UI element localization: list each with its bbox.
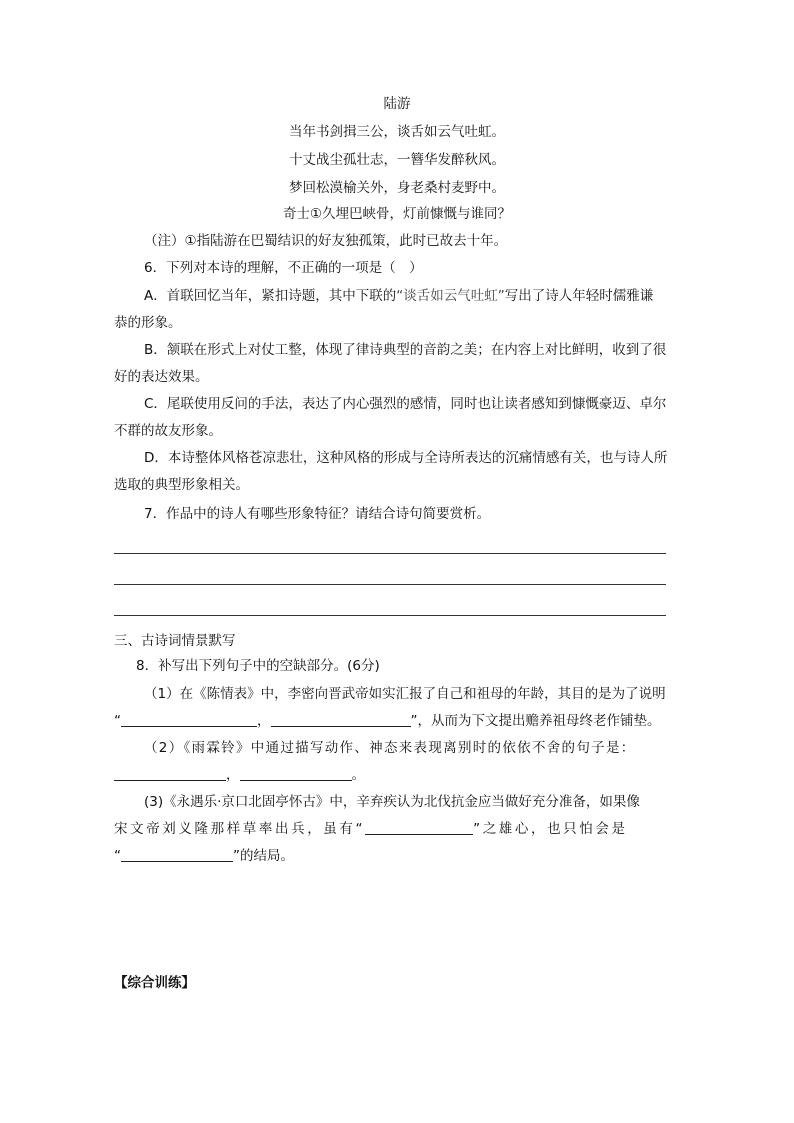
q8-stem: 8．补写出下列句子中的空缺部分。(6分) bbox=[136, 658, 380, 674]
poem-line-2: 十丈战尘孤壮志，一簪华发醉秋风。 bbox=[289, 152, 505, 168]
q6-option-a-post: 写出了诗人年轻时儒雅谦 bbox=[504, 288, 654, 304]
q8-sub1-line2 bbox=[114, 712, 661, 730]
poem-note: （注）①指陆游在巴蜀结识的好友独孤策，此时已故去十年。 bbox=[144, 233, 508, 249]
q6-option-a-quote: “谈舌如云气吐虹” bbox=[396, 288, 505, 304]
q8-sub3-blank-2[interactable] bbox=[121, 847, 233, 862]
q8-sub2-end: 。 bbox=[351, 767, 365, 783]
q8-sub3-line1: (3)《永遇乐·京口北固亭怀古》中，辛弃疾认为北伐抗金应当做好充分准备，如果像 bbox=[144, 794, 640, 810]
poem-line-3: 梦回松漠榆关外，身老桑村麦野中。 bbox=[289, 180, 505, 196]
q6-option-a-pre: A．首联回忆当年，紧扣诗题，其中下联的 bbox=[144, 288, 397, 304]
q6-option-b-line2: 好的表达效果。 bbox=[114, 369, 209, 385]
poem-line-1: 当年书剑揖三公，谈舌如云气吐虹。 bbox=[289, 124, 505, 140]
q8-sub1-tail: ”，从而为下文提出赡养祖母终老作铺垫。 bbox=[410, 713, 661, 729]
q7-stem: 7．作品中的诗人有哪些形象特征？请结合诗句简要赏析。 bbox=[144, 506, 491, 522]
comprehensive-training-heading: 【综合训练】 bbox=[114, 975, 195, 991]
q8-sub2-comma: ， bbox=[226, 767, 240, 783]
q8-sub3-post: ”之雄心，也只怕会是 bbox=[473, 821, 628, 837]
poem-line-4: 奇士①久埋巴峡骨，灯前慷慨与谁同？ bbox=[282, 206, 512, 222]
q6-stem: 6．下列对本诗的理解，不正确的一项是（ ） bbox=[144, 260, 423, 276]
q8-sub1-blank-1[interactable] bbox=[121, 712, 257, 727]
q8-sub2-blank-2[interactable] bbox=[240, 766, 352, 781]
q7-answer-line-3[interactable] bbox=[114, 615, 666, 616]
q8-sub2-line2 bbox=[114, 766, 365, 784]
q6-option-d-line1: D．本诗整体风格苍凉悲壮，这种风格的形成与全诗所表达的沉痛情感有关，也与诗人所 bbox=[144, 450, 668, 466]
q7-answer-line-2[interactable] bbox=[114, 584, 666, 585]
q8-sub1-open-quote: “ bbox=[114, 713, 121, 729]
q6-option-c-line1: C．尾联使用反问的手法，表达了内心强烈的感情，同时也让读者感知到慷慨豪迈、卓尔 bbox=[144, 396, 667, 412]
q8-sub3-blank-1[interactable] bbox=[365, 820, 473, 835]
q8-sub1-blank-2[interactable] bbox=[271, 712, 411, 727]
q8-sub2-blank-1[interactable] bbox=[114, 766, 226, 781]
q8-sub3-line2 bbox=[114, 820, 628, 838]
q8-sub3-pre: 宋文帝刘义隆那样草率出兵，虽有“ bbox=[114, 821, 366, 837]
poem-author: 陆游 bbox=[383, 96, 411, 112]
q8-sub3-open-quote: “ bbox=[114, 848, 121, 864]
q8-sub2-line1: （2）《雨霖铃》中通过描写动作、神态来表现离别时的依依不舍的句子是： bbox=[144, 740, 636, 756]
q6-option-a-line1 bbox=[144, 287, 653, 305]
q7-answer-line-1[interactable] bbox=[114, 553, 666, 554]
section-3-heading: 三、古诗词情景默写 bbox=[114, 633, 236, 649]
q6-option-d-line2: 选取的典型形象相关。 bbox=[114, 477, 249, 493]
q8-sub3-line3 bbox=[114, 847, 294, 865]
q8-sub3-tail: ”的结局。 bbox=[233, 848, 294, 864]
q6-option-b-line1: B．颔联在形式上对仗工整，体现了律诗典型的音韵之美；在内容上对比鲜明，收到了很 bbox=[144, 342, 667, 358]
q6-option-a-line2: 恭的形象。 bbox=[114, 315, 182, 331]
q6-option-c-line2: 不群的故友形象。 bbox=[114, 423, 222, 439]
q8-sub1-line1: （1）在《陈情表》中，李密向晋武帝如实汇报了自己和祖母的年龄，其目的是为了说明 bbox=[144, 686, 666, 702]
q8-sub1-comma: ， bbox=[257, 713, 271, 729]
